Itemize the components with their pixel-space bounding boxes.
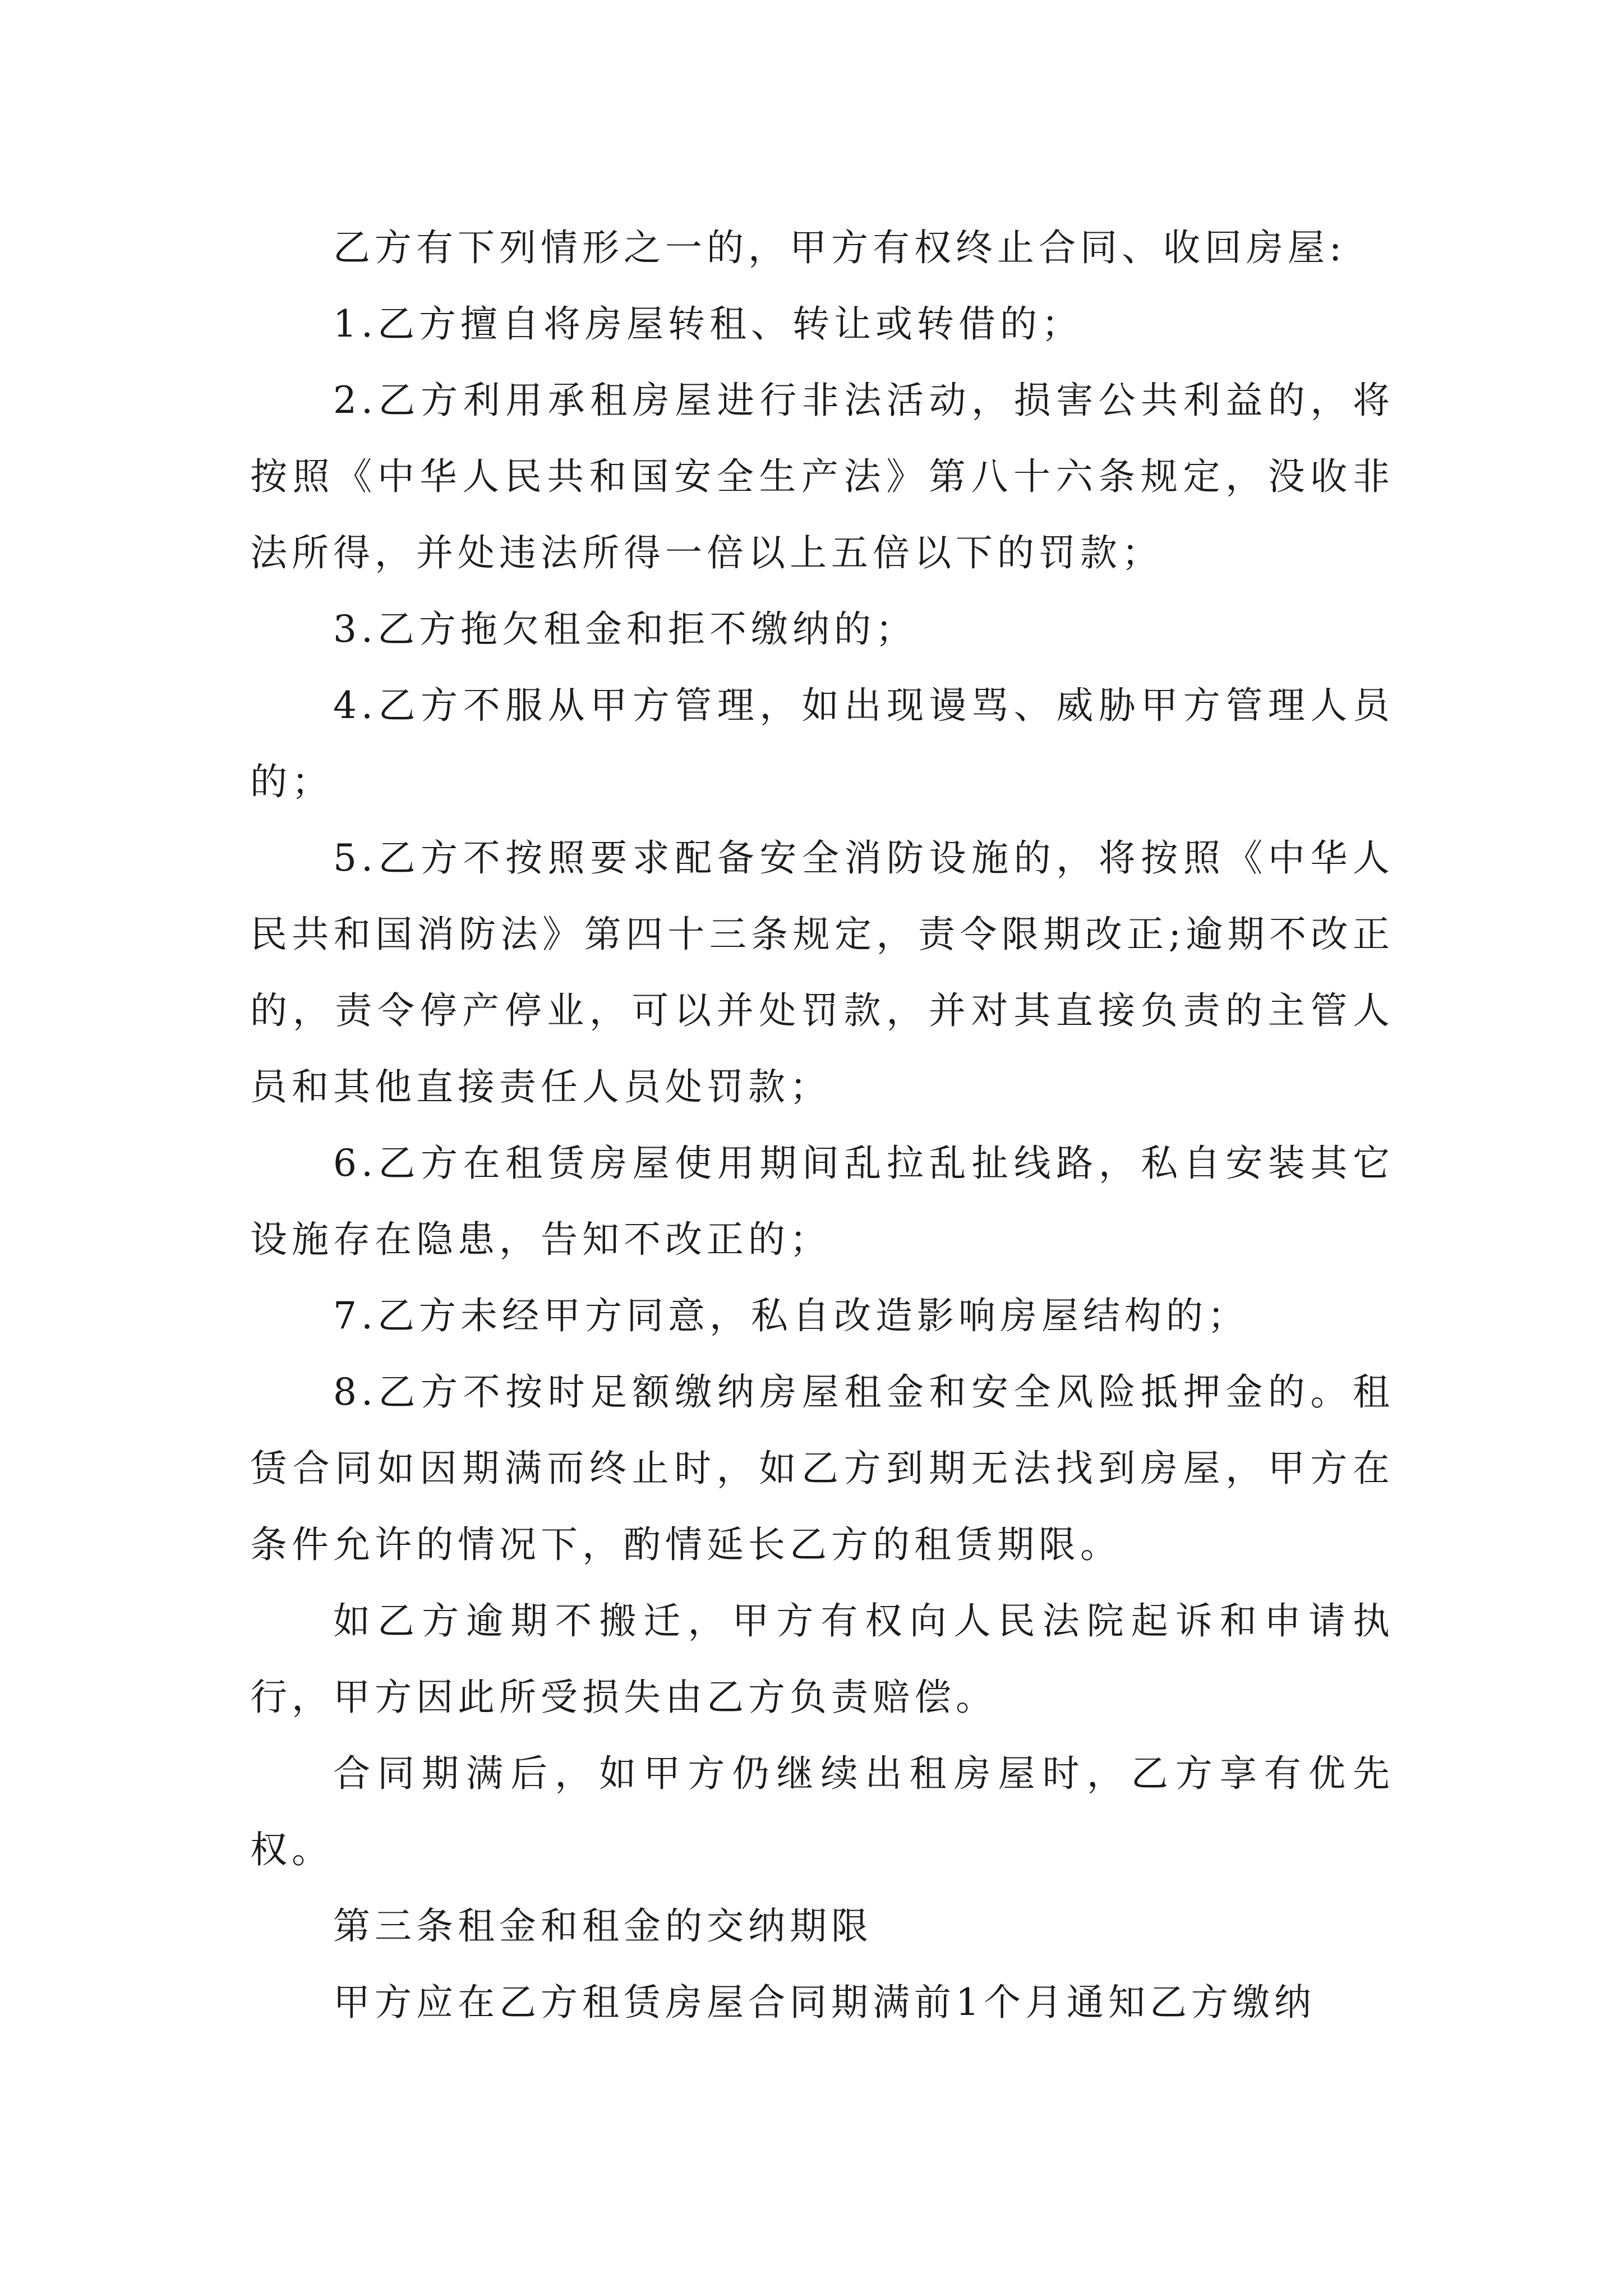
paragraph-item-7: 7.乙方未经甲方同意，私自改造影响房屋结构的； — [333, 1294, 1249, 1337]
paragraph-rent-notice: 甲方应在乙方租赁房屋合同期满前1个月通知乙方缴纳 — [333, 1981, 1316, 2024]
document-body — [250, 210, 1394, 2041]
paragraph-item-8: 8.乙方不按时足额缴纳房屋租金和安全风险抵押金的。租赁合同如因期满而终止时，如乙方到期无法找到房屋，甲方在条件允许的情况下，酌情延长乙方的租赁期限。 — [250, 1370, 1394, 1566]
paragraph-item-5: 5.乙方不按照要求配备安全消防设施的，将按照《中华人民共和国消防法》第四十三条规定，责令限期改正;逾期不改正的，责令停产停业，可以并处罚款，并对其直接负责的主管人员和其他直接责任人员处罚款； — [250, 836, 1394, 1108]
paragraph-item-6: 6.乙方在租赁房屋使用期间乱拉乱扯线路，私自安装其它设施存在隐患，告知不改正的； — [250, 1142, 1394, 1261]
paragraph-item-3: 3.乙方拖欠租金和拒不缴纳的； — [333, 608, 917, 651]
paragraph-overdue-relocation: 如乙方逾期不搬迁，甲方有权向人民法院起诉和申请执行，甲方因此所受损失由乙方负责赔偿。 — [250, 1599, 1394, 1719]
paragraph-item-1: 1.乙方擅自将房屋转租、转让或转借的； — [333, 302, 1083, 346]
section-heading-article-3: 第三条租金和租金的交纳期限 — [333, 1904, 873, 1948]
paragraph-termination-intro: 乙方有下列情形之一的，甲方有权终止合同、收回房屋: — [333, 226, 1347, 269]
paragraph-priority-right: 合同期满后，如甲方仍继续出租房屋时，乙方享有优先权。 — [250, 1752, 1394, 1871]
paragraph-item-4: 4.乙方不服从甲方管理，如出现谩骂、威胁甲方管理人员的； — [250, 684, 1394, 803]
paragraph-item-2: 2.乙方利用承租房屋进行非法活动，损害公共利益的，将按照《中华人民共和国安全生产法》第八十六条规定，没收非法所得，并处违法所得一倍以上五倍以下的罚款； — [250, 379, 1394, 574]
